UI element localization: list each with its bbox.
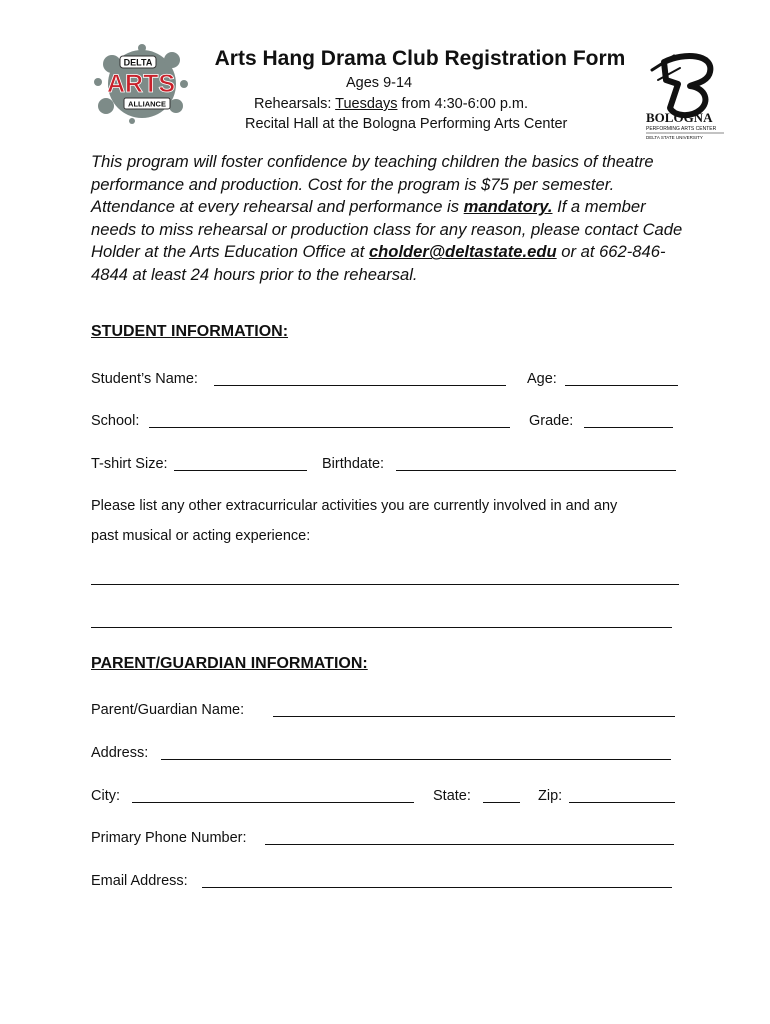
parent-info-heading: PARENT/GUARDIAN INFORMATION:	[91, 655, 368, 672]
contact-email-link[interactable]: cholder@deltastate.edu	[368, 242, 557, 262]
rehearsals-day: Tuesdays	[335, 96, 398, 112]
location-text: Recital Hall at the Bologna Performing Arts Center	[245, 116, 568, 132]
zip-field[interactable]	[569, 802, 675, 803]
state-label: State:	[433, 788, 471, 804]
state-field[interactable]	[483, 802, 520, 803]
rehearsals-prefix: Rehearsals:	[254, 96, 336, 112]
phone-field[interactable]	[265, 844, 674, 845]
activities-field-line1[interactable]	[91, 584, 679, 585]
birthdate-label: Birthdate:	[322, 456, 385, 472]
rehearsals-text	[254, 96, 528, 112]
activities-field-line2[interactable]	[91, 627, 672, 628]
parent-name-field[interactable]	[273, 716, 675, 717]
activities-prompt-line2: past musical or acting experience:	[91, 528, 311, 544]
activities-prompt-line1: Please list any other extracurricular activities you are currently involved in and any	[91, 498, 618, 514]
bologna-univ-text: DELTA STATE UNIVERSITY	[646, 135, 703, 140]
logo-arts-text: ARTS	[106, 70, 176, 98]
program-description	[91, 151, 691, 287]
parent-name-label: Parent/Guardian Name:	[91, 702, 245, 718]
school-field[interactable]	[149, 427, 510, 428]
email-label: Email Address:	[91, 873, 188, 889]
logo-delta-text: DELTA	[123, 57, 153, 68]
age-field[interactable]	[565, 385, 678, 386]
bologna-name-text: BOLOGNA	[646, 110, 713, 125]
logo-alliance-text: ALLIANCE	[128, 99, 166, 109]
bologna-sub-text: PERFORMING ARTS CENTER	[646, 126, 717, 132]
mandatory-text: mandatory.	[463, 197, 553, 217]
city-label: City:	[91, 788, 120, 804]
rehearsals-time: from 4:30-6:00 p.m.	[397, 96, 529, 112]
ages-text: Ages 9-14	[346, 75, 413, 91]
address-field[interactable]	[161, 759, 671, 760]
zip-label: Zip:	[538, 788, 563, 804]
grade-field[interactable]	[584, 427, 673, 428]
form-title: Arts Hang Drama Club Registration Form	[214, 47, 626, 70]
grade-label: Grade:	[529, 413, 574, 429]
city-field[interactable]	[132, 802, 414, 803]
tshirt-size-field[interactable]	[174, 470, 307, 471]
phone-label: Primary Phone Number:	[91, 830, 247, 846]
school-label: School:	[91, 413, 140, 429]
address-label: Address:	[91, 745, 149, 761]
intro-text-3: or at 662-846-4844 at least 24 hours prior to the rehearsal.	[91, 242, 666, 284]
email-field[interactable]	[202, 887, 672, 888]
birthdate-field[interactable]	[396, 470, 676, 471]
intro-text-2: If a member needs to miss rehearsal or production class for any reason, please contact Cade Holder at the Arts Education Office at	[91, 197, 683, 262]
student-name-label: Student’s Name:	[91, 371, 198, 387]
student-name-field[interactable]	[214, 385, 506, 386]
tshirt-size-label: T-shirt Size:	[91, 456, 168, 472]
intro-text-1: This program will foster confidence by teaching children the basics of theatre performance and production. Cost for the program is $75 per semester. Attendance at every rehearsal and performance is	[91, 152, 654, 217]
student-info-heading: STUDENT INFORMATION:	[91, 323, 289, 340]
age-label: Age:	[527, 371, 557, 387]
